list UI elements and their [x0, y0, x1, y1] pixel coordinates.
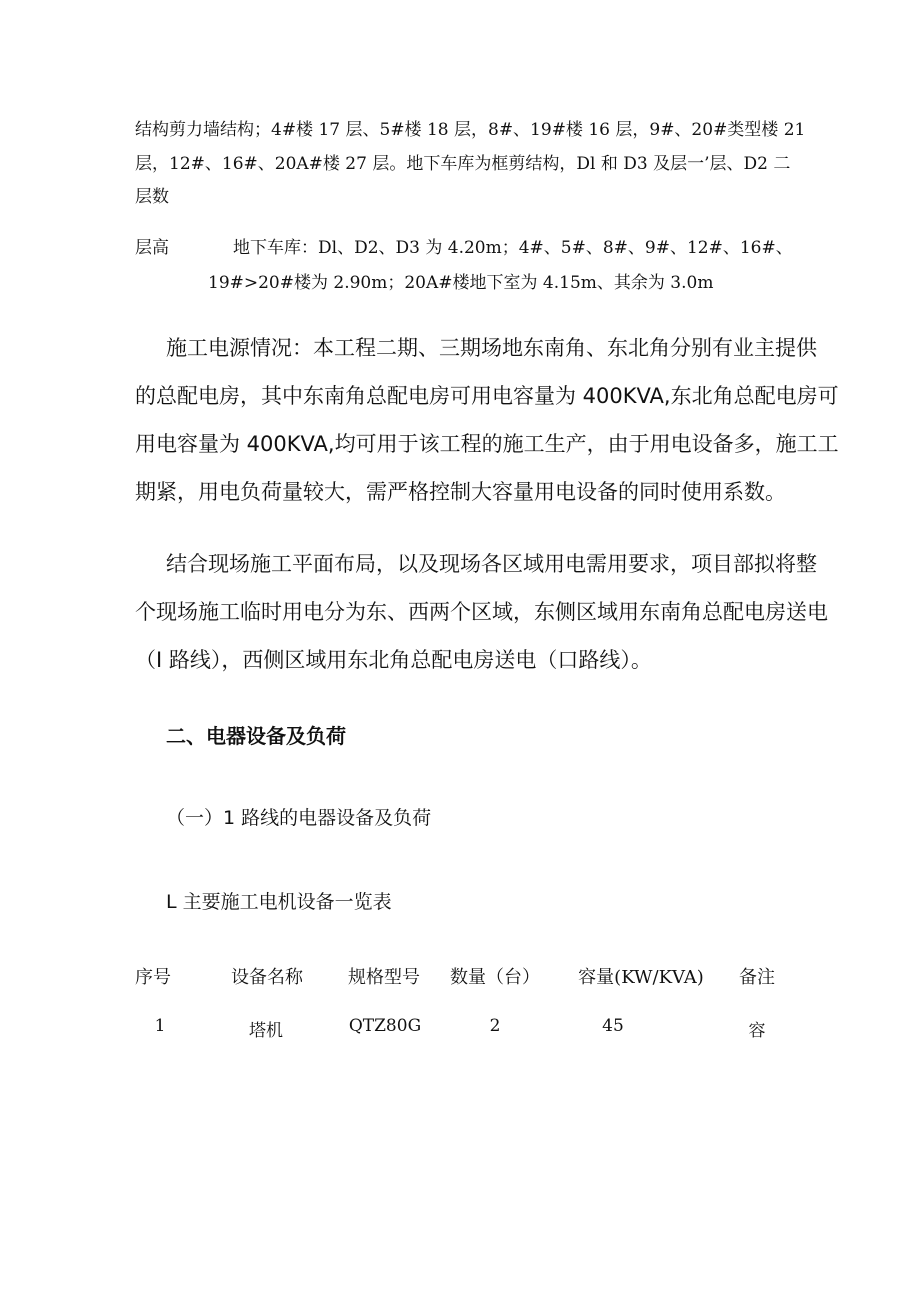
power-line-2: 的总配电房，其中东南角总配电房可用电容量为 400KVA,东北角总配电房可 — [135, 384, 839, 408]
plan-line-1: 结合现场施工平面布局，以及现场各区域用电需用要求，项目部拟将整 — [166, 552, 817, 576]
table-header-cell: 设备名称 — [231, 967, 303, 988]
plan-line-3: （I 路线），西侧区域用东北角总配电房送电（口路线）。 — [135, 648, 652, 672]
table-header-cell: 容量(KW/KVA) — [578, 967, 704, 988]
table-cell: 2 — [489, 1016, 501, 1036]
table-cell: QTZ80G — [348, 1016, 422, 1036]
table-cell: 塔机 — [249, 1021, 283, 1041]
table-header-cell: 规格型号 — [348, 967, 420, 988]
table-header-cell: 序号 — [135, 967, 171, 988]
table-title: L 主要施工电机设备一览表 — [166, 891, 392, 913]
structure-line-1: 结构剪力墙结构；4#楼 17 层、5#楼 18 层，8#、19#楼 16 层，9#、20#类型楼 21 — [135, 120, 806, 140]
power-line-1: 施工电源情况：本工程二期、三期场地东南角、东北角分别有业主提供 — [166, 336, 817, 360]
floor-height-line-1: 地下车库：Dl、D2、D3 为 4.20m；4#、5#、8#、9#、12#、16#、 — [233, 238, 793, 258]
subsection-title: （一）1 路线的电器设备及负荷 — [166, 807, 432, 829]
structure-line-3: 层数 — [135, 187, 169, 207]
plan-line-2: 个现场施工临时用电分为东、西两个区域，东侧区域用东南角总配电房送电 — [135, 600, 828, 624]
table-cell: 45 — [602, 1016, 624, 1036]
structure-line-2: 层，12#、16#、20A#楼 27 层。地下车库为框剪结构，Dl 和 D3 及层一’层、D2 二 — [135, 154, 791, 174]
floor-height-label: 层高 — [135, 238, 169, 258]
floor-height-line-2: 19#>20#楼为 2.90m；20A#楼地下室为 4.15m、其余为 3.0m — [208, 273, 714, 293]
table-cell: 容 — [748, 1021, 766, 1041]
section-title: 二、电器设备及负荷 — [166, 724, 346, 748]
power-line-3: 用电容量为 400KVA,均可用于该工程的施工生产，由于用电设备多，施工工 — [135, 432, 839, 456]
table-header-cell: 数量（台） — [450, 967, 540, 988]
table-header-cell: 备注 — [739, 967, 775, 988]
table-cell: 1 — [154, 1016, 166, 1036]
power-line-4: 期紧，用电负荷量较大，需严格控制大容量用电设备的同时使用系数。 — [135, 480, 786, 504]
